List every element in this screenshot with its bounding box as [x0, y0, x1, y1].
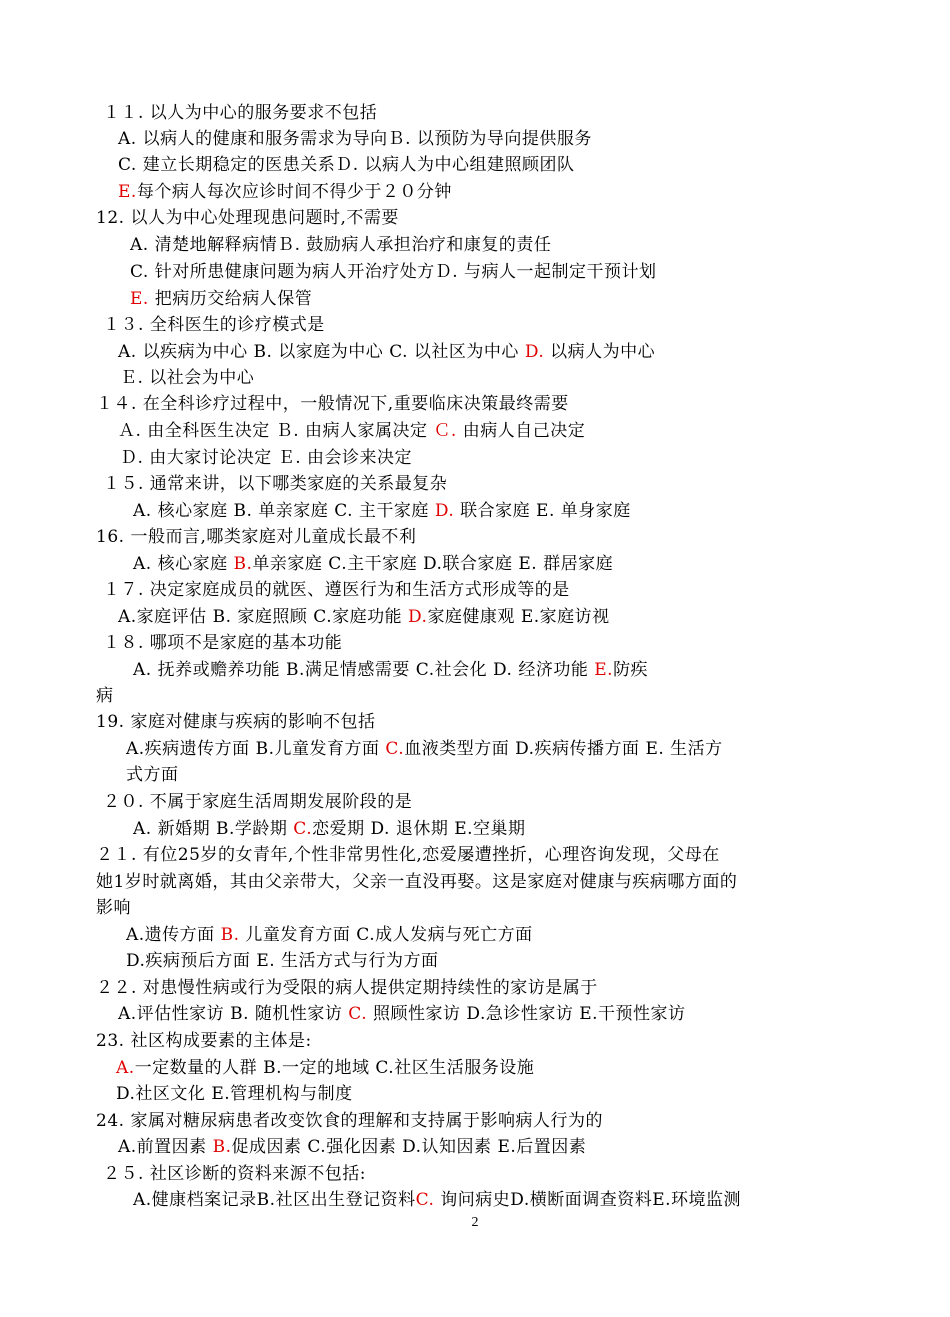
question-23-stem: 23. 社区构成要素的主体是: — [96, 1031, 312, 1051]
question-12-options-ab: A. 清楚地解释病情Ｂ. 鼓励病人承担治疗和康复的责任 — [130, 235, 552, 255]
question-19-stem: 19. 家庭对健康与疾病的影响不包括 — [96, 712, 376, 732]
question-21-stem-line-1: ２１. 有位25岁的女青年,个性非常男性化,恋爱屡遭挫折，心理咨询发现，父母在 — [96, 845, 720, 865]
answer-marker: C. — [293, 819, 313, 839]
question-11-stem: １１. 以人为中心的服务要求不包括 — [103, 103, 378, 123]
answer-marker: E. — [130, 289, 149, 309]
question-12-option-e: E. 把病历交给病人保管 — [130, 289, 313, 309]
question-14-options-abc: Ａ. 由全科医生决定 Ｂ. 由病人家属决定 Ｃ. 由病人自己决定 — [118, 421, 586, 441]
answer-marker: E. — [118, 182, 137, 202]
question-12-options-cd: C. 针对所患健康问题为病人开治疗处方Ｄ. 与病人一起制定干预计划 — [130, 262, 657, 282]
answer-marker: D. — [524, 342, 545, 362]
question-12-stem: 12. 以人为中心处理现患问题时,不需要 — [96, 208, 399, 228]
answer-marker: E. — [594, 660, 614, 680]
question-21-stem-line-2: 她1岁时就离婚，其由父亲带大，父亲一直没再娶。这是家庭对健康与疾病哪方面的 — [96, 872, 738, 892]
question-17-options: A.家庭评估 B. 家庭照顾 C.家庭功能 D.家庭健康观 E.家庭访视 — [118, 607, 610, 627]
question-18-options-wrap: 病 — [96, 686, 114, 706]
question-21-options-abc: A.遗传方面 B. 儿童发育方面 C.成人发病与死亡方面 — [126, 925, 533, 945]
question-18-options: A. 抚养或赡养功能 B.满足情感需要 C.社会化 D. 经济功能 E.防疾 — [133, 660, 649, 680]
answer-marker: B. — [220, 925, 240, 945]
page-number: 2 — [471, 1215, 479, 1230]
question-22-options: A.评估性家访 B. 随机性家访 C. 照顾性家访 D.急诊性家访 E.干预性家访 — [118, 1004, 686, 1024]
question-23-options-de: D.社区文化 E.管理机构与制度 — [116, 1084, 353, 1104]
question-13-option-e: Ｅ. 以社会为中心 — [120, 368, 255, 388]
question-11-option-e: E.每个病人每次应诊时间不得少于２０分钟 — [118, 182, 452, 202]
question-15-stem: １５. 通常来讲，以下哪类家庭的关系最复杂 — [103, 474, 448, 494]
question-18-stem: １８. 哪项不是家庭的基本功能 — [103, 633, 343, 653]
answer-marker: C. — [348, 1004, 368, 1024]
question-11-options-cd: C. 建立长期稳定的医患关系Ｄ. 以病人为中心组建照顾团队 — [118, 155, 575, 175]
question-21-stem-line-3: 影响 — [96, 898, 131, 918]
answer-marker: Ｃ. — [433, 421, 457, 441]
answer-marker: C. — [415, 1190, 435, 1210]
question-24-options: A.前置因素 B.促成因素 C.强化因素 D.认知因素 E.后置因素 — [118, 1137, 587, 1157]
question-21-options-de: D.疾病预后方面 E. 生活方式与行为方面 — [126, 951, 439, 971]
question-25-options: A.健康档案记录B.社区出生登记资料C. 询问病史D.横断面调查资料E.环境监测 — [133, 1190, 742, 1210]
question-13-options: A. 以疾病为中心 B. 以家庭为中心 C. 以社区为中心 D. 以病人为中心 — [118, 342, 656, 362]
question-24-stem: 24. 家属对糖尿病患者改变饮食的理解和支持属于影响病人行为的 — [96, 1111, 603, 1131]
question-14-stem: １４. 在全科诊疗过程中，一般情况下,重要临床决策最终需要 — [96, 394, 569, 414]
answer-marker: D. — [408, 607, 428, 627]
question-19-options: A.疾病遗传方面 B.儿童发育方面 C.血液类型方面 D.疾病传播方面 E. 生活方 — [126, 739, 723, 759]
answer-marker: A. — [116, 1058, 135, 1078]
answer-marker: B. — [233, 554, 253, 574]
answer-marker: C. — [385, 739, 405, 759]
question-23-options-abc: A.一定数量的人群 B.一定的地域 C.社区生活服务设施 — [116, 1058, 535, 1078]
question-14-options-de: Ｄ. 由大家讨论决定 Ｅ. 由会诊来决定 — [120, 448, 413, 468]
question-25-stem: ２５. 社区诊断的资料来源不包括: — [103, 1164, 367, 1184]
question-11-options-ab: A. 以病人的健康和服务需求为导向Ｂ. 以预防为导向提供服务 — [118, 129, 592, 149]
question-20-stem: ２０. 不属于家庭生活周期发展阶段的是 — [103, 792, 413, 812]
question-15-options: A. 核心家庭 B. 单亲家庭 C. 主干家庭 D. 联合家庭 E. 单身家庭 — [133, 501, 631, 521]
question-22-stem: ２２. 对患慢性病或行为受限的病人提供定期持续性的家访是属于 — [96, 978, 598, 998]
answer-marker: B. — [212, 1137, 232, 1157]
question-13-stem: １３. 全科医生的诊疗模式是 — [103, 315, 325, 335]
question-16-options: A. 核心家庭 B.单亲家庭 C.主干家庭 D.联合家庭 E. 群居家庭 — [133, 554, 614, 574]
answer-marker: D. — [434, 501, 455, 521]
question-17-stem: １７. 决定家庭成员的就医、遵医行为和生活方式形成等的是 — [103, 580, 570, 600]
question-19-options-wrap: 式方面 — [126, 765, 179, 785]
question-20-options: A. 新婚期 B.学龄期 C.恋爱期 D. 退休期 E.空巢期 — [133, 819, 526, 839]
question-16-stem: 16. 一般而言,哪类家庭对儿童成长最不利 — [96, 527, 417, 547]
